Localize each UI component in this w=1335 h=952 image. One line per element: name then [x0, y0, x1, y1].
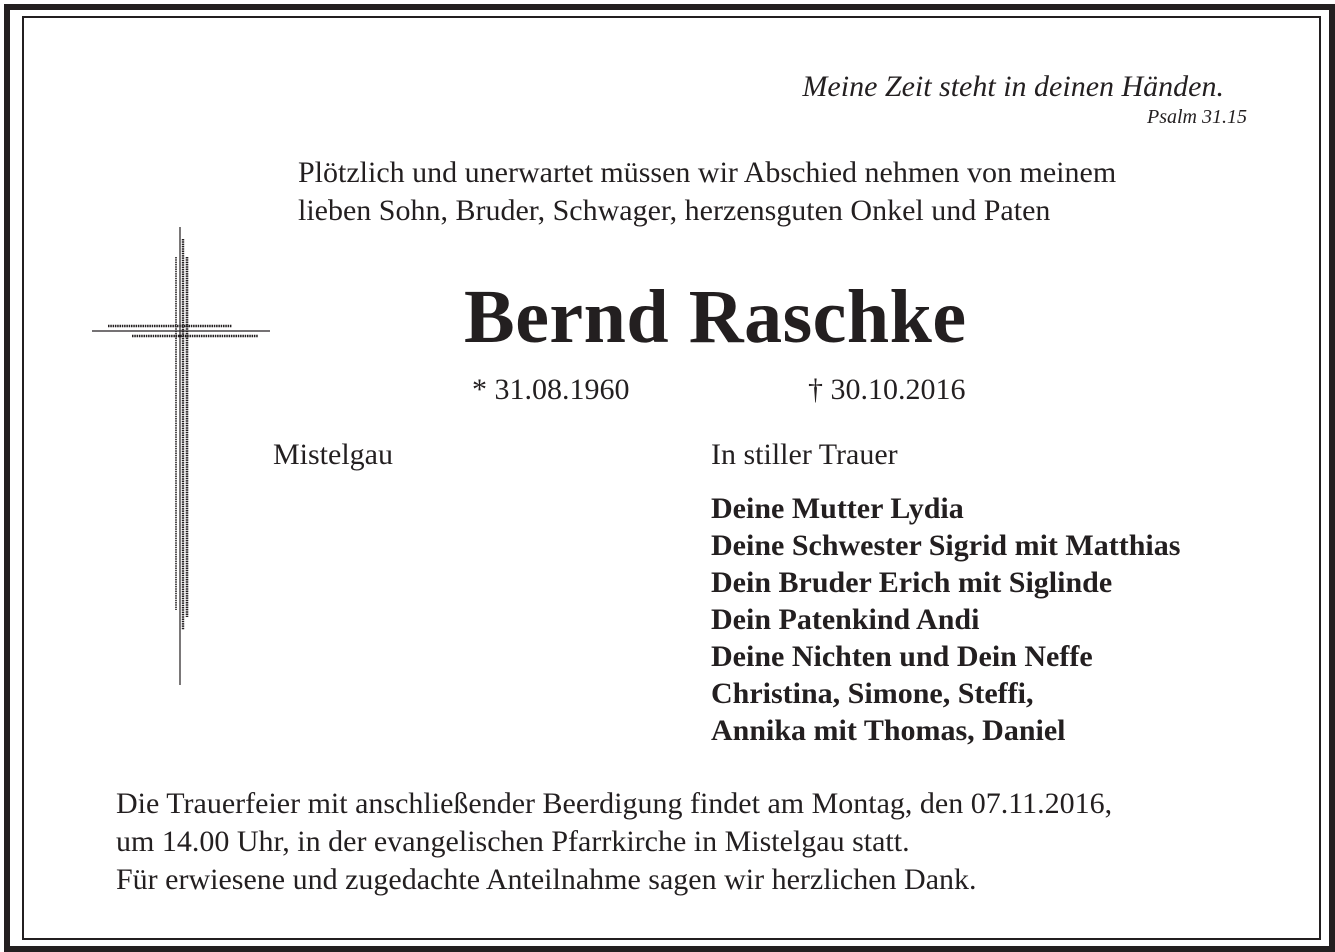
birth-date: * 31.08.1960	[472, 373, 630, 406]
funeral-details-line: um 14.00 Uhr, in der evangelischen Pfarrkirche in Mistelgau statt.	[116, 825, 910, 858]
intro-line: lieben Sohn, Bruder, Schwager, herzensguten Onkel und Paten	[298, 194, 1051, 227]
funeral-details-line: Die Trauerfeier mit anschließender Beerdigung findet am Montag, den 07.11.2016,	[116, 787, 1113, 820]
mourners-list	[711, 490, 1180, 749]
mourner-item: Annika mit Thomas, Daniel	[711, 714, 1066, 747]
cross-icon	[92, 225, 272, 687]
mourning-heading: In stiller Trauer	[711, 438, 898, 471]
intro-line: Plötzlich und unerwartet müssen wir Abschied nehmen von meinem	[298, 156, 1117, 189]
funeral-details-line: Für erwiesene und zugedachte Anteilnahme sagen wir herzlichen Dank.	[116, 863, 977, 896]
death-date: † 30.10.2016	[808, 373, 966, 406]
place-name: Mistelgau	[273, 438, 393, 471]
bible-quote-source: Psalm 31.15	[1147, 106, 1247, 128]
funeral-details	[116, 785, 1112, 899]
mourner-item: Deine Schwester Sigrid mit Matthias	[711, 529, 1181, 562]
bible-quote: Meine Zeit steht in deinen Händen.	[802, 70, 1224, 103]
mourner-item: Dein Bruder Erich mit Siglinde	[711, 566, 1113, 599]
mourner-item: Christina, Simone, Steffi,	[711, 677, 1034, 710]
mourner-item: Deine Mutter Lydia	[711, 492, 964, 525]
mourner-item: Deine Nichten und Dein Neffe	[711, 640, 1093, 673]
deceased-name: Bernd Raschke	[464, 275, 967, 359]
intro-text	[298, 154, 1116, 230]
mourner-item: Dein Patenkind Andi	[711, 603, 980, 636]
